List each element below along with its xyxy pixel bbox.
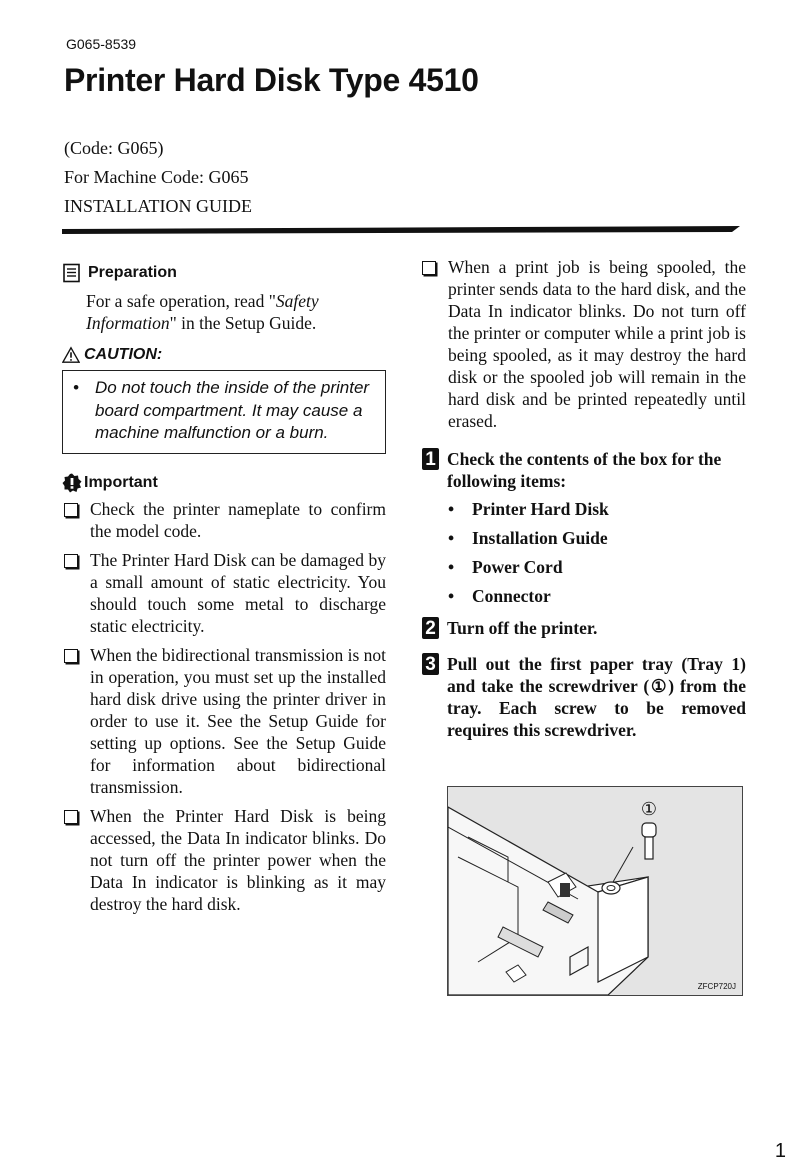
preparation-heading: [62, 262, 386, 284]
note-icon: [62, 263, 82, 283]
step-number-3: 3: [422, 653, 439, 675]
caution-box: [62, 370, 386, 454]
page-number: 1: [774, 1140, 786, 1162]
step-2-text: Turn off the printer.: [447, 618, 598, 638]
step-2: [420, 617, 746, 639]
important-badge-icon: [62, 473, 82, 493]
checkbox-bullet-icon: [64, 554, 78, 568]
title-divider: [62, 226, 740, 234]
list-item: Check the printer nameplate to confirm the model code.: [62, 498, 386, 542]
machine-code-line: For Machine Code: G065: [64, 167, 249, 187]
list-item: • Printer Hard Disk: [448, 499, 609, 519]
step-number-2: 2: [422, 617, 439, 639]
step-3-text: Pull out the first paper tray (Tray 1) and take the screwdriver (①) from the tray. Each screw to be removed requires this screwdriver.: [447, 654, 746, 740]
list-item: The Printer Hard Disk can be damaged by a small amount of static electricity. You should touch some metal to discharge static electricity.: [62, 549, 386, 637]
checkbox-bullet-icon: [422, 261, 436, 275]
caution-heading: [62, 344, 386, 366]
important-list: [62, 498, 386, 915]
preparation-heading-label: Preparation: [88, 264, 177, 281]
step-1: [420, 448, 746, 492]
caution-bullet: •: [73, 378, 79, 397]
left-column: [62, 262, 386, 922]
checkbox-bullet-icon: [64, 503, 78, 517]
list-item: • Power Cord: [448, 557, 563, 577]
list-item: • Installation Guide: [448, 528, 608, 548]
list-item: When the bidirectional transmission is not in operation, you must set up the installed hard disk drive using the printer driver in order to use it. See the Setup Guide for setting up options. See the Setup Guide for information about bidirectional transmission.: [62, 644, 386, 798]
list-item: • Connector: [448, 586, 551, 606]
preparation-text: For a safe operation, read "Safety Information" in the Setup Guide.: [86, 291, 319, 333]
screwdriver-callout: ①: [640, 799, 658, 820]
document-code: G065-8539: [66, 36, 137, 52]
checkbox-bullet-icon: [64, 649, 78, 663]
guide-title-line: INSTALLATION GUIDE: [64, 196, 253, 216]
list-item: When the Printer Hard Disk is being accessed, the Data In indicator blinks. Do not turn off the printer power when the Data In indicator is blinking as it may destroy the hard disk.: [62, 805, 386, 915]
box-contents-list: [448, 498, 746, 607]
product-code-line: (Code: G065): [64, 138, 164, 158]
spooling-note: When a print job is being spooled, the printer sends data to the hard disk, and the Data In indicator blinks. Do not turn off the printer or computer while a print job is being spooled, as it may destroy the hard disk or the spooled job will remain in the hard disk and be printed repeatedly until erased.: [420, 256, 746, 432]
step-number-1: 1: [422, 448, 439, 470]
right-column: [420, 256, 746, 741]
figure-code: ZFCP720J: [697, 982, 736, 991]
important-heading: [62, 472, 386, 494]
warning-triangle-icon: [62, 346, 80, 364]
caution-heading-label: CAUTION:: [84, 346, 163, 363]
important-heading-label: Important: [84, 473, 158, 491]
caution-text: Do not touch the inside of the printer board compartment. It may cause a machine malfunction or a burn.: [95, 378, 370, 442]
paper-tray-illustration: [447, 786, 743, 996]
tray-drawing: [448, 787, 742, 995]
step-3: [420, 653, 746, 741]
page-title: Printer Hard Disk Type 4510: [64, 62, 479, 98]
step-1-text: Check the contents of the box for the following items:: [447, 449, 722, 491]
checkbox-bullet-icon: [64, 810, 78, 824]
